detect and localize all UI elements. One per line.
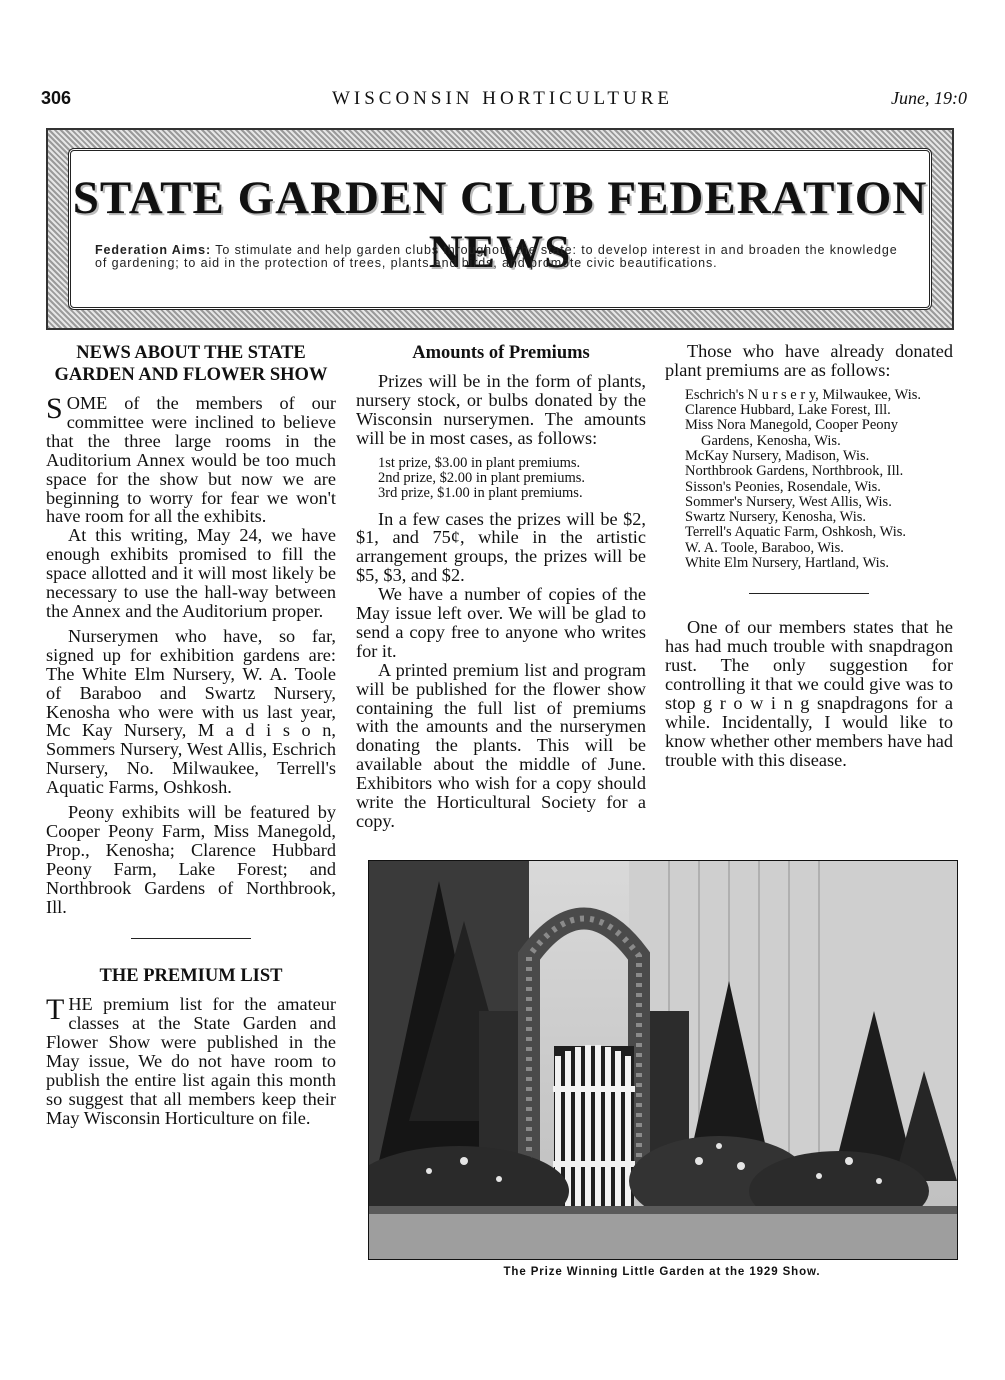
article-heading-premiums: Amounts of Premiums — [412, 343, 590, 363]
paragraph-text: OME of the members of our committee were inclined to believe that the three large rooms in the Auditorium Annex would be too much space for the show but now we are beginning to worry for fear we won't have room for all the exhibits. — [46, 393, 336, 527]
drop-cap: T — [46, 993, 65, 1027]
section-divider — [749, 593, 869, 594]
list-item: Terrell's Aquatic Farm, Oshkosh, Wis. — [685, 524, 907, 541]
paragraph: A printed premium list and program will be published for the flower show containing the full list of premiums with the amounts and the nurserymen donating the plants. This will be available about the middle of June. Exhibitors who wish for a copy should write the Horticultural Society for a copy. — [356, 659, 646, 832]
section-divider — [131, 938, 251, 939]
garden-photo-image — [369, 861, 957, 1259]
banner-title: STATE GARDEN CLUB FEDERATION NEWS — [72, 172, 928, 278]
journal-title: WISCONSIN HORTICULTURE — [331, 88, 674, 109]
list-item: Sisson's Peonies, Rosendale, Wis. — [685, 478, 881, 495]
paragraph-text: HE premium list for the amateur classes at the State Garden and Flower Show were published in the May issue, We do not have room to publish the entire list again this month so suggest that all members keep their May Wisconsin Horticulture on file. — [46, 994, 336, 1128]
list-item: W. A. Toole, Baraboo, Wis. — [685, 539, 844, 556]
prize-list — [378, 456, 646, 502]
middle-column — [356, 342, 646, 831]
aims-label: Federation Aims: — [95, 243, 212, 257]
drop-cap: S — [46, 392, 63, 425]
paragraph: Peony exhibits will be featured by Cooper Peony Farm, Miss Manegold, Prop., Kenosha; Clarence Hubbard Peony Farm, Lake Forest; and Northbrook Gardens of Northbrook, Ill. — [46, 802, 336, 917]
left-column — [46, 342, 336, 1128]
paragraph — [46, 394, 336, 526]
federation-banner — [46, 128, 954, 330]
article-heading-premium-list: THE PREMIUM LIST — [99, 966, 283, 987]
list-item: Miss Nora Manegold, Cooper Peony Gardens, Kenosha, Wis. — [685, 417, 899, 449]
issue-date: June, 19:0 — [891, 88, 967, 108]
list-item: Sommer's Nursery, West Allis, Wis. — [685, 493, 892, 510]
paragraph — [46, 995, 336, 1127]
paragraph: Those who have already donated plant premiums are as follows: — [665, 341, 953, 380]
aims-text: To stimulate and help garden clubs throughout the state: to develop interest in and broaden the knowledge of gardening; to aid in the protection of trees, plants and birds, and promote civic beautifications. — [95, 243, 898, 270]
page-number: 306 — [41, 88, 72, 108]
list-item: Clarence Hubbard, Lake Forest, Ill. — [685, 402, 891, 419]
paragraph: We have a number of copies of the May issue left over. We will be glad to send a copy free to anyone who writes for it. — [356, 584, 646, 661]
list-item: Northbrook Gardens, Northbrook, Ill. — [685, 463, 904, 480]
garden-photo — [368, 860, 958, 1260]
list-item: 3rd prize, $1.00 in plant premiums. — [378, 485, 583, 502]
banner-frame — [68, 148, 932, 310]
paragraph: Nurserymen who have, so far, signed up for exhibition gardens are: The White Elm Nursery, W. A. Toole of Baraboo and Swartz Nursery, Kenosha who were with us last year, Mc Kay Nursery, M a d i s o n, Sommers Nursery, West Allis, Eschrich Nursery, No. Milwaukee, Terrell's Aquatic Farms, Oshkosh. — [46, 625, 336, 798]
list-item: McKay Nursery, Madison, Wis. — [685, 448, 870, 464]
paragraph: In a few cases the prizes will be $2, $1, and 75¢, while in the artistic arrangement groups, the prizes will be $5, $3, and $2. — [356, 508, 646, 586]
list-item: Eschrich's N u r s e r y, Milwaukee, Wis. — [685, 386, 921, 403]
paragraph: At this writing, May 24, we have enough exhibits promised to fill the space allotted and it will most likely be necessary to use the hall-way between the Annex and the Auditorium proper. — [46, 525, 336, 621]
list-item: 2nd prize, $2.00 in plant premiums. — [378, 469, 585, 486]
paragraph: Prizes will be in the form of plants, nursery stock, or bulbs donated by the Wisconsin nurserymen. The amounts will be in most cases, as follows: — [356, 371, 646, 448]
article-heading-flower-show: NEWS ABOUT THE STATE GARDEN AND FLOWER SHOW — [54, 343, 328, 385]
donor-list — [685, 388, 953, 572]
right-column — [665, 342, 953, 770]
list-item: White Elm Nursery, Hartland, Wis. — [685, 555, 889, 572]
list-item: 1st prize, $3.00 in plant premiums. — [378, 454, 581, 471]
federation-aims — [95, 244, 909, 270]
photo-caption: The Prize Winning Little Garden at the 1929 Show. — [503, 1266, 821, 1278]
paragraph: One of our members states that he has had much trouble with snapdragon rust. The only suggestion for controlling it that we could give was to stop g r o w i n g snapdragons for a while. Incidentally, I would like to know whether other members have had trouble with this disease. — [665, 617, 953, 770]
list-item: Swartz Nursery, Kenosha, Wis. — [685, 509, 867, 526]
